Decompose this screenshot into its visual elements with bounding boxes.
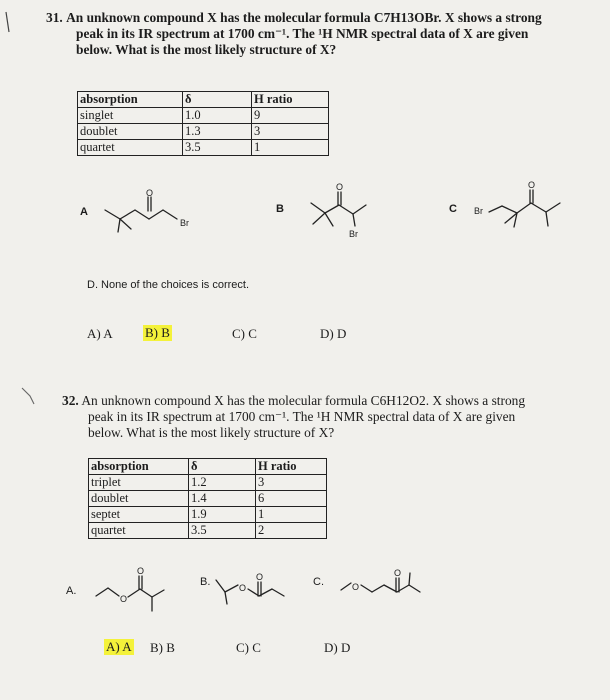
- q31-option-d: D. None of the choices is correct.: [87, 279, 250, 291]
- q32-cell: 6: [256, 491, 327, 507]
- q32-b-carbonyl-oxygen: O: [256, 572, 264, 582]
- q31-choice-d[interactable]: D) D: [320, 326, 347, 341]
- q31-c-bromine: Br: [474, 206, 483, 216]
- q32-struct-b-label: B.: [200, 576, 211, 588]
- q31-cell: 1.3: [183, 124, 252, 140]
- q32-cell: 1: [256, 507, 327, 523]
- q32-cell: 1.9: [189, 507, 256, 523]
- q31-line3: below. What is the most likely structure of X?: [76, 42, 337, 57]
- q31-a-oxygen: O: [146, 188, 154, 198]
- q32-line3: below. What is the most likely structure of X?: [88, 425, 335, 440]
- q32-cell: triplet: [89, 475, 189, 491]
- q31-cell: 3.5: [183, 140, 252, 156]
- q31-choice-c[interactable]: C) C: [232, 326, 257, 341]
- q31-a-bromine: Br: [180, 218, 189, 228]
- q31-cell: 1: [252, 140, 329, 156]
- q31-line1: An unknown compound X has the molecular formula C7H13OBr. X shows a strong: [66, 10, 542, 25]
- q32-cell: doublet: [89, 491, 189, 507]
- q32-cell: 3.5: [189, 523, 256, 539]
- q31-struct-b-label: B: [276, 203, 284, 215]
- q32-col-hratio: H ratio: [256, 459, 327, 475]
- q32-cell: 1.2: [189, 475, 256, 491]
- q32-cell: septet: [89, 507, 189, 523]
- q31-cell: singlet: [78, 108, 183, 124]
- q32-choice-a-highlighted[interactable]: A) A: [106, 639, 132, 654]
- q31-col-absorption: absorption: [78, 92, 183, 108]
- q32-c-carbonyl-oxygen: O: [394, 568, 402, 578]
- q32-choice-b[interactable]: B) B: [150, 640, 175, 655]
- q31-cell: 9: [252, 108, 329, 124]
- q32-struct-c-label: C.: [313, 576, 324, 588]
- q32-a-carbonyl-oxygen: O: [137, 566, 145, 576]
- q32-cell: 2: [256, 523, 327, 539]
- q31-cell: 3: [252, 124, 329, 140]
- q31-struct-a-label: A: [80, 206, 88, 218]
- q32-choice-c[interactable]: C) C: [236, 640, 261, 655]
- q31-b-oxygen: O: [336, 182, 344, 192]
- q32-a-ester-oxygen: O: [120, 594, 128, 604]
- q31-col-hratio: H ratio: [252, 92, 329, 108]
- q32-b-ester-oxygen: O: [239, 583, 247, 593]
- q32-col-absorption: absorption: [89, 459, 189, 475]
- q32-c-ester-oxygen: O: [352, 582, 360, 592]
- q31-b-bromine: Br: [349, 229, 358, 239]
- q32-choice-d[interactable]: D) D: [324, 640, 351, 655]
- q31-cell: 1.0: [183, 108, 252, 124]
- q31-line2: peak in its IR spectrum at 1700 cm⁻¹. The ¹H NMR spectral data of X are given: [76, 26, 529, 41]
- q31-c-oxygen: O: [528, 180, 536, 190]
- q32-cell: quartet: [89, 523, 189, 539]
- q32-struct-a-label: A.: [66, 585, 77, 597]
- q32-cell: 1.4: [189, 491, 256, 507]
- q31-choice-a[interactable]: A) A: [87, 326, 113, 341]
- q32-line1: An unknown compound X has the molecular formula C6H12O2. X shows a strong: [81, 393, 526, 408]
- q31-col-delta: δ: [183, 92, 252, 108]
- q31-number: 31.: [46, 10, 63, 25]
- q32-col-delta: δ: [189, 459, 256, 475]
- q31-cell: quartet: [78, 140, 183, 156]
- q31-choice-b-highlighted[interactable]: B) B: [145, 325, 170, 340]
- q32-cell: 3: [256, 475, 327, 491]
- q32-number: 32.: [62, 393, 79, 408]
- q31-struct-c-label: C: [449, 203, 457, 215]
- q31-cell: doublet: [78, 124, 183, 140]
- q32-line2: peak in its IR spectrum at 1700 cm⁻¹. The ¹H NMR spectral data of X are given: [88, 409, 516, 424]
